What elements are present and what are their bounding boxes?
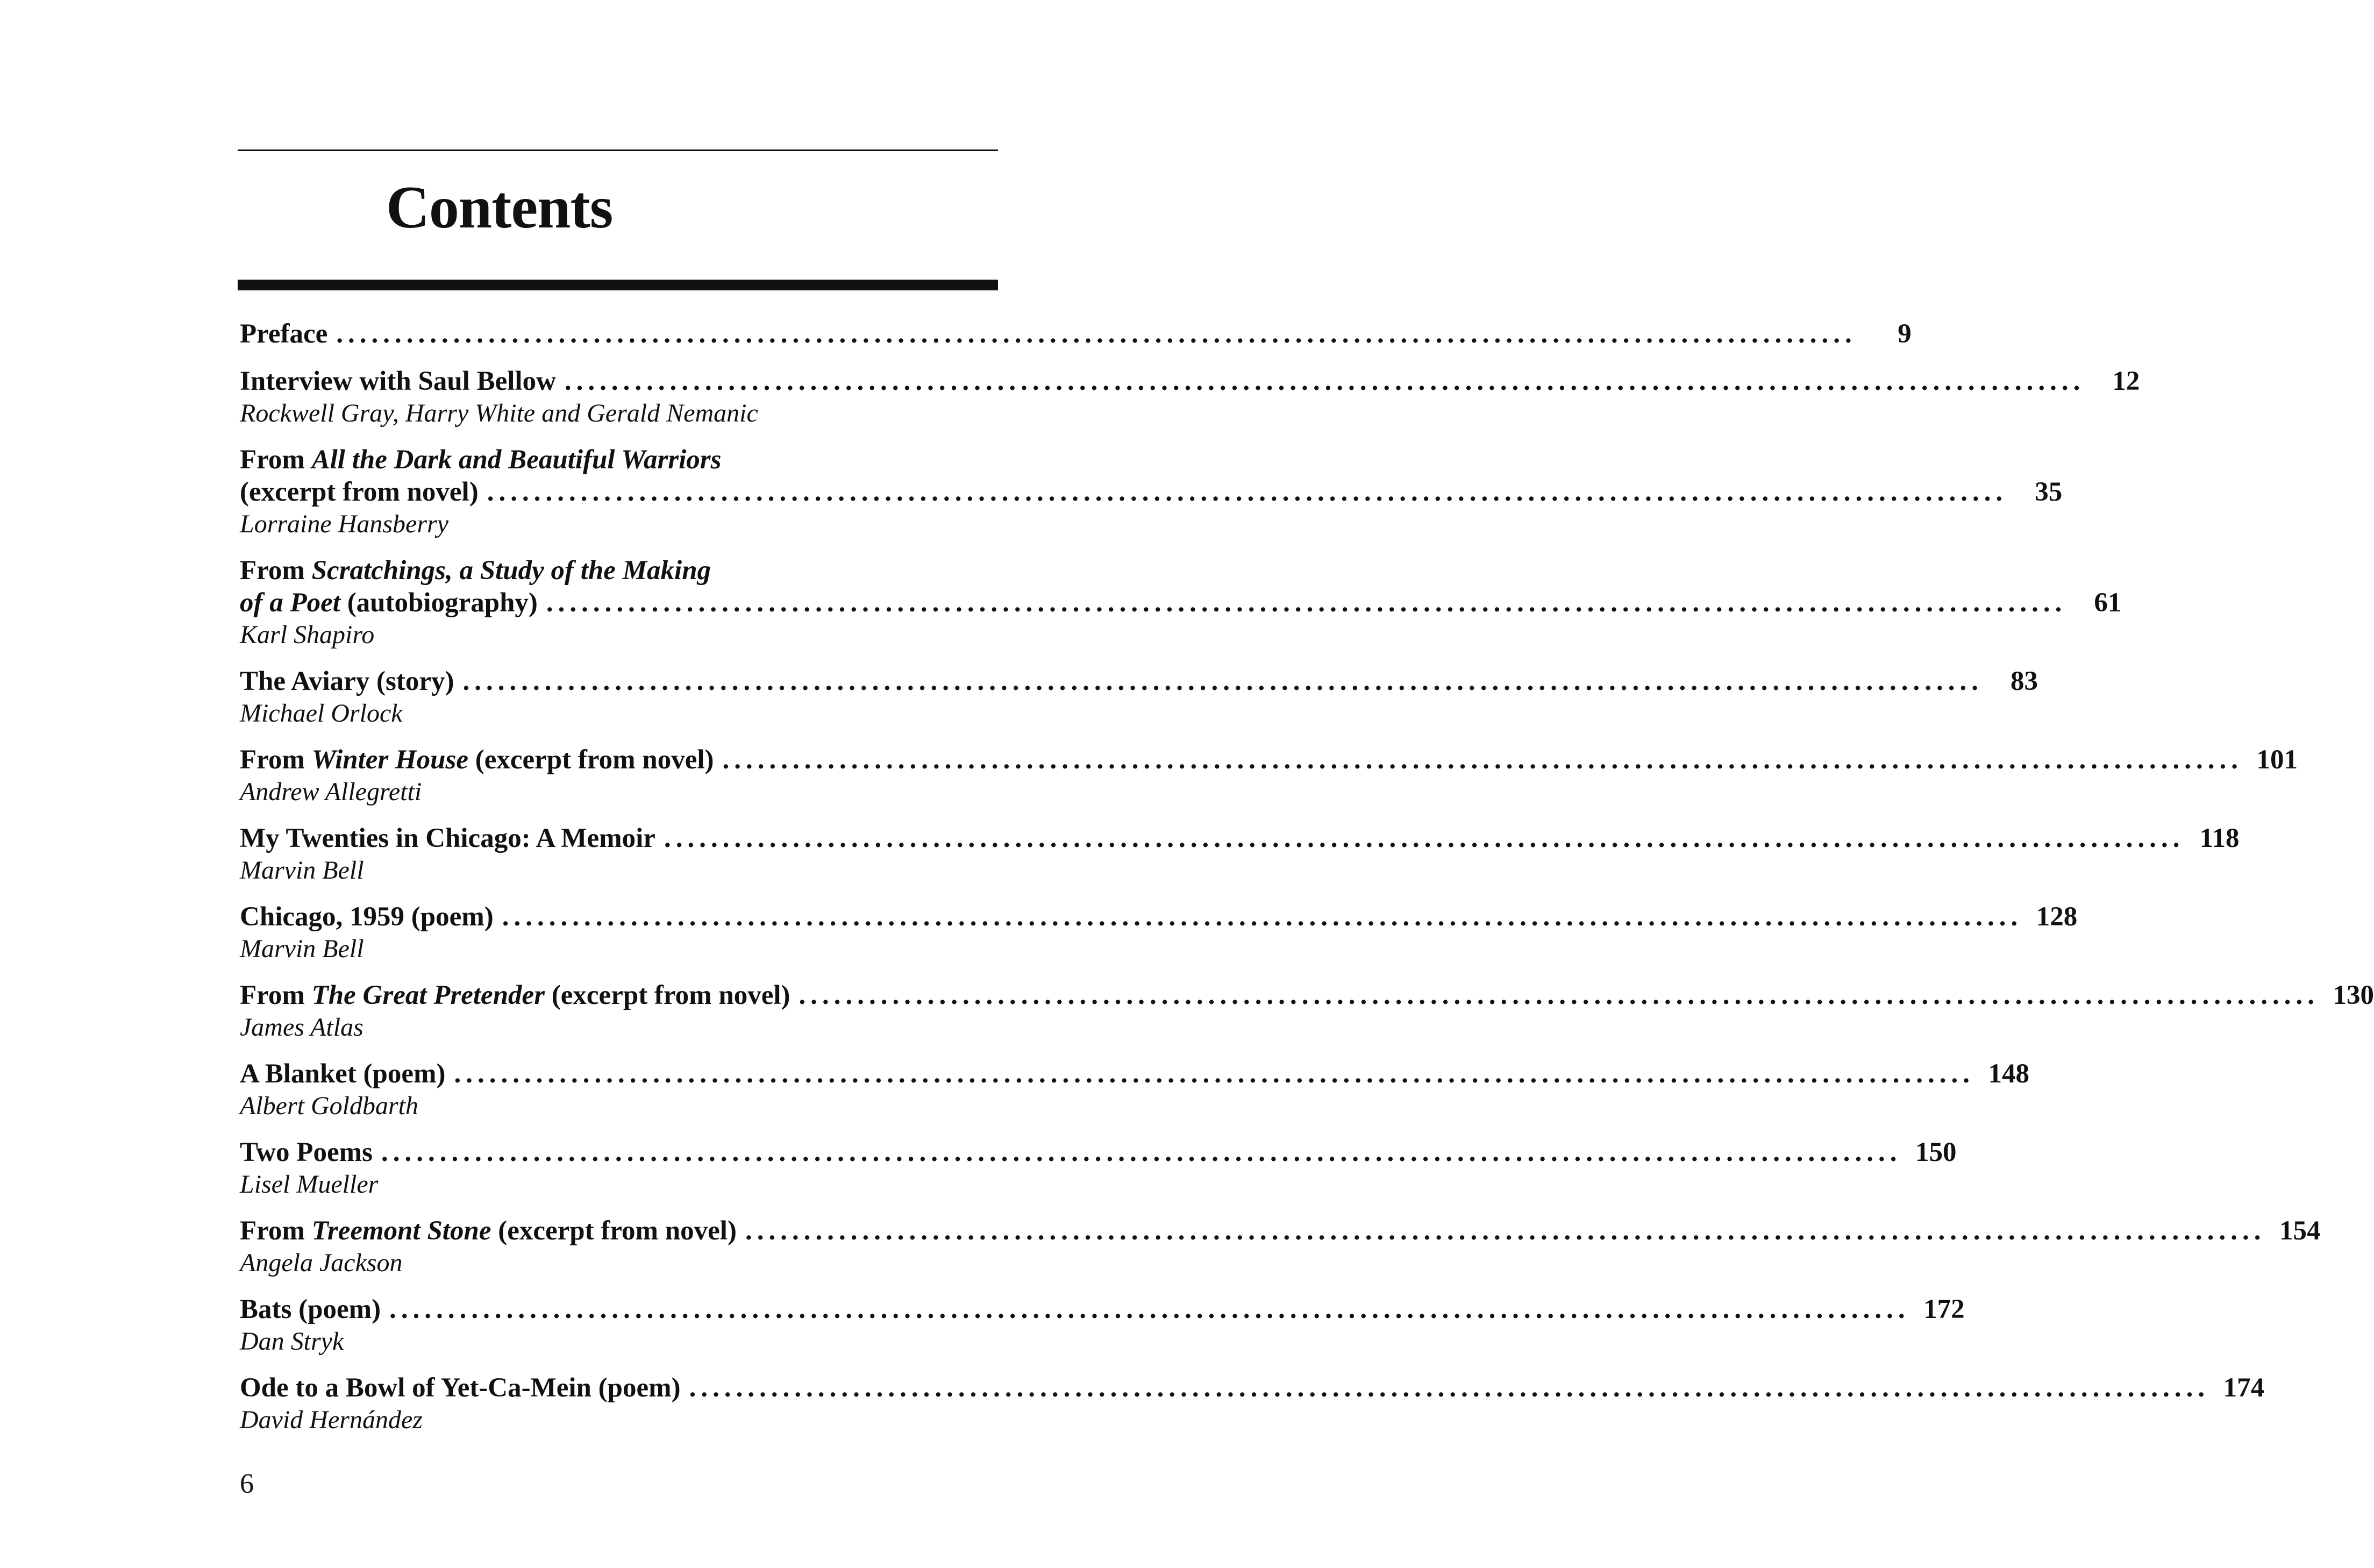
toc-entry-chicago-1959 [240, 900, 2078, 965]
toc-line [240, 317, 1912, 351]
page-number: 154 [2279, 1216, 2321, 1246]
entry-title: Two Poems [240, 1137, 373, 1167]
entry-title-prefix: From [240, 445, 312, 475]
toc-entry-interview [240, 365, 2140, 429]
toc-line [240, 743, 2298, 776]
entry-title-suffix: (excerpt from novel) [491, 1216, 737, 1246]
toc-line [240, 1214, 2321, 1248]
page-number: 174 [2223, 1373, 2265, 1403]
entry-author: Andrew Allegretti [240, 778, 422, 806]
entry-work-title: Scratchings, a Study of the Making [311, 555, 711, 586]
entry-title: My Twenties in Chicago: A Memoir [240, 823, 655, 853]
entry-title: The Aviary (story) [240, 666, 454, 696]
toc-line [240, 554, 1000, 586]
dot-leader: .................................................................................................................................. [664, 823, 2185, 853]
entry-title-continuation: (excerpt from novel) [240, 477, 479, 507]
toc-line [240, 900, 2078, 933]
entry-work-title: The Great Pretender [311, 980, 545, 1010]
entry-author: Karl Shapiro [240, 621, 375, 649]
page-number: 118 [2199, 823, 2240, 853]
page-number: 83 [2011, 666, 2038, 696]
entry-author: Marvin Bell [240, 935, 364, 963]
toc-line [240, 443, 1000, 475]
entry-title-prefix: From [240, 745, 312, 775]
toc-line [240, 1293, 1965, 1326]
entry-author: Lisel Mueller [240, 1170, 379, 1199]
entry-title-prefix: From [240, 1216, 312, 1246]
page-number: 148 [1988, 1059, 2029, 1089]
entry-author: Marvin Bell [240, 856, 364, 885]
entry-author: Lorraine Hansberry [240, 510, 449, 538]
entry-title: Preface [240, 319, 328, 349]
toc-line [240, 822, 2240, 855]
toc-entry-bats [240, 1293, 1965, 1357]
entry-author: James Atlas [240, 1013, 363, 1042]
entry-title: A Blanket (poem) [240, 1059, 446, 1089]
page-number: 128 [2036, 902, 2078, 932]
toc-line [240, 475, 2063, 509]
toc-entry-dark-warriors [240, 443, 2063, 540]
toc-entry-scratchings [240, 554, 2122, 651]
entry-title [240, 1214, 737, 1248]
entry-title: Ode to a Bowl of Yet-Ca-Mein (poem) [240, 1373, 681, 1403]
entry-title-suffix: (excerpt from novel) [468, 745, 714, 775]
entry-title [240, 979, 790, 1012]
dot-leader: .................................................................................................................................. [722, 745, 2243, 775]
page-number: 9 [1898, 319, 1912, 349]
toc-entry-ode-yet-ca-mein [240, 1371, 2265, 1436]
entry-author: Dan Stryk [240, 1327, 344, 1356]
toc-entry-aviary [240, 665, 2038, 729]
dot-leader: .................................................................................................................................. [462, 666, 1983, 696]
entry-title-continuation [240, 586, 538, 619]
dot-leader: .................................................................................................................................. [502, 902, 2023, 932]
page-number: 35 [2035, 477, 2063, 507]
toc-line [240, 1136, 1957, 1169]
page-number: 150 [1915, 1137, 1957, 1167]
dot-leader: .................................................................................................................................. [799, 980, 2320, 1010]
page-number: 172 [1923, 1294, 1965, 1324]
dot-leader: .................................................................................................................................. [689, 1373, 2210, 1403]
entry-author: Albert Goldbarth [240, 1092, 418, 1120]
page-title: Contents [386, 174, 613, 241]
entry-title-prefix: From [240, 980, 312, 1010]
entry-title [240, 743, 714, 776]
toc-entry-winter-house [240, 743, 2298, 808]
dot-leader: .................................................................................................................................. [487, 477, 2008, 507]
entry-work-title: All the Dark and Beautiful Warriors [311, 445, 722, 475]
dot-leader: .................................................................................................................................. [381, 1137, 1902, 1167]
toc-entry-blanket [240, 1057, 2029, 1122]
entry-work-title: Treemont Stone [311, 1216, 491, 1246]
entry-title: Chicago, 1959 (poem) [240, 902, 494, 932]
toc-entry-preface [240, 317, 1912, 351]
dot-leader: .................................................................................................................................. [546, 588, 2067, 618]
toc-line [240, 1057, 2029, 1091]
entry-title-prefix: From [240, 555, 312, 586]
dot-leader: .................................................................................................................................. [454, 1059, 1974, 1089]
entry-author: Rockwell Gray, Harry White and Gerald Nemanic [240, 399, 758, 427]
entry-title: Interview with Saul Bellow [240, 366, 556, 396]
entry-author: David Hernández [240, 1406, 423, 1434]
toc-entry-treemont-stone [240, 1214, 2321, 1279]
entry-title: Bats (poem) [240, 1294, 381, 1324]
page-number: 61 [2094, 588, 2122, 618]
entry-title [240, 554, 711, 587]
page-number: 130 [2333, 980, 2374, 1010]
entry-work-title: Winter House [311, 745, 469, 775]
dot-leader: .................................................................................................................................. [336, 319, 1857, 349]
top-rule [238, 149, 998, 151]
page-number: 101 [2256, 745, 2298, 775]
toc-line [240, 979, 2374, 1012]
entry-author: Michael Orlock [240, 699, 403, 728]
dot-leader: .................................................................................................................................. [745, 1216, 2266, 1246]
entry-title-suffix: (excerpt from novel) [545, 980, 790, 1010]
title-underline-rule [238, 280, 998, 290]
toc-entry-two-poems [240, 1136, 1957, 1200]
toc-line [240, 665, 2038, 698]
page-folio-number: 6 [240, 1469, 254, 1499]
dot-leader: .................................................................................................................................. [389, 1294, 1910, 1324]
entry-title-suffix: (autobiography) [340, 588, 538, 618]
entry-title [240, 443, 722, 476]
dot-leader: .................................................................................................................................. [564, 366, 2085, 396]
toc-line [240, 365, 2140, 398]
toc-line [240, 1371, 2265, 1405]
toc-entry-twenties-chicago [240, 822, 2240, 886]
table-of-contents [240, 317, 2374, 1450]
entry-work-title-continuation: of a Poet [240, 588, 340, 618]
toc-entry-great-pretender [240, 979, 2374, 1043]
toc-line [240, 586, 2122, 619]
page-number: 12 [2112, 366, 2140, 396]
entry-author: Angela Jackson [240, 1249, 403, 1277]
